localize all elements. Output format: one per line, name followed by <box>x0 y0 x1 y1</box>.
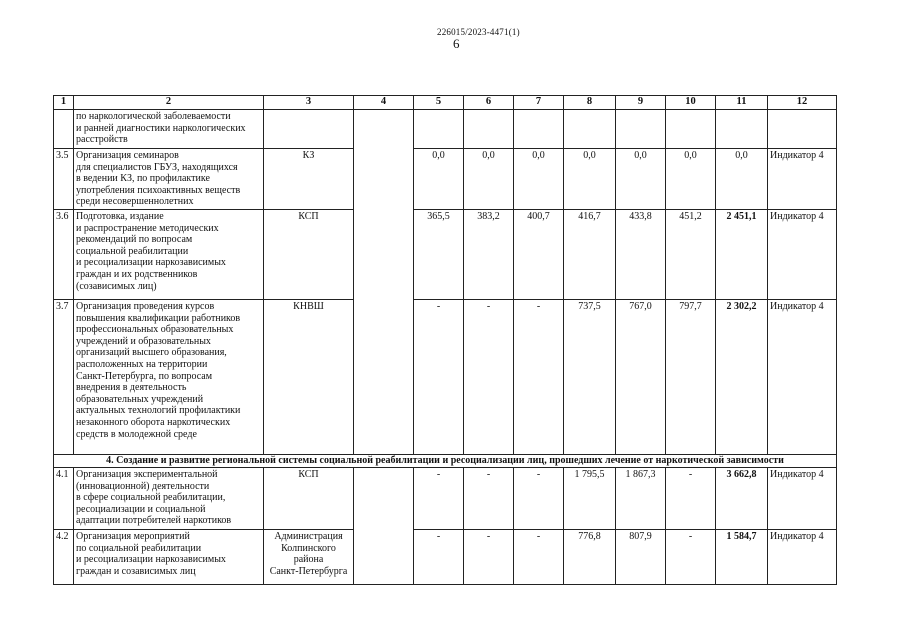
value-cell: 737,5 <box>564 299 616 454</box>
indicator-cell: Индикатор 4 <box>768 529 837 584</box>
value-cell: 0,0 <box>564 149 616 210</box>
col-header: 9 <box>616 96 666 110</box>
value-cell: 433,8 <box>616 209 666 299</box>
value-cell: - <box>464 299 514 454</box>
value-cell: 0,0 <box>514 149 564 210</box>
table-row <box>54 299 837 454</box>
executor: КНВШ <box>264 299 354 454</box>
activity-text: Подготовка, издание и распространение методических рекомендаций по вопросам социальной реабилитации и ресоциализации наркозависимых граждан и их родственников (созависимых лиц) <box>74 209 264 299</box>
section-heading: 4. Создание и развитие региональной системы социальной реабилитации и ресоциализации лиц, прошедших лечение от наркотической зависимости <box>54 454 837 467</box>
value-cell: 1 795,5 <box>564 467 616 529</box>
total-cell: 1 584,7 <box>716 529 768 584</box>
col-header: 1 <box>54 96 74 110</box>
col-header: 8 <box>564 96 616 110</box>
activity-text: Организация семинаров для специалистов ГБУЗ, находящихся в ведении КЗ, по профилактике употребления психоактивных веществ среди несовершеннолетних <box>74 149 264 210</box>
activity-text: по наркологической заболеваемости и ранней диагностики наркологических расстройств <box>74 110 264 149</box>
activity-text: Организация экспериментальной (инновационной) деятельности в сфере социальной реабилитации, ресоциализации и социальной адаптации потребителей наркотиков <box>74 467 264 529</box>
value-cell: 0,0 <box>616 149 666 210</box>
value-cell: 1 867,3 <box>616 467 666 529</box>
empty-column-4 <box>354 110 414 455</box>
table-row <box>54 529 837 584</box>
col-header: 12 <box>768 96 837 110</box>
empty-column-4 <box>354 467 414 584</box>
program-table <box>53 95 837 585</box>
row-number: 3.5 <box>54 149 74 210</box>
executor: КСП <box>264 209 354 299</box>
col-header: 6 <box>464 96 514 110</box>
value-cell: 365,5 <box>414 209 464 299</box>
row-number: 4.2 <box>54 529 74 584</box>
value-cell: 807,9 <box>616 529 666 584</box>
col-header: 11 <box>716 96 768 110</box>
activity-text: Организация мероприятий по социальной реабилитации и ресоциализации наркозависимых граждан и созависимых лиц <box>74 529 264 584</box>
value-cell: - <box>666 467 716 529</box>
section-heading-row <box>54 454 837 467</box>
indicator-cell: Индикатор 4 <box>768 299 837 454</box>
value-cell: - <box>414 467 464 529</box>
document-registration-stamp: 226015/2023-4471(1) <box>437 27 520 37</box>
row-number: 3.6 <box>54 209 74 299</box>
row-number: 3.7 <box>54 299 74 454</box>
value-cell: - <box>464 467 514 529</box>
col-header: 5 <box>414 96 464 110</box>
executor: КЗ <box>264 149 354 210</box>
table-row <box>54 467 837 529</box>
executor: КСП <box>264 467 354 529</box>
total-cell: 2 451,1 <box>716 209 768 299</box>
indicator-cell: Индикатор 4 <box>768 209 837 299</box>
col-header: 7 <box>514 96 564 110</box>
executor: Администрация Колпинского района Санкт-Петербурга <box>264 529 354 584</box>
activity-text: Организация проведения курсов повышения квалификации работников профессиональных образовательных учреждений и образовательных организаций высшего образования, расположенных на территории Санкт-Петербурга, по вопросам внедрения в деятельность образовательных учреждений актуальных технологий профилактики незаконного оборота наркотических средств в молодежной среде <box>74 299 264 454</box>
column-number-row <box>54 96 837 110</box>
row-number: 4.1 <box>54 467 74 529</box>
col-header: 4 <box>354 96 414 110</box>
indicator-cell: Индикатор 4 <box>768 149 837 210</box>
value-cell: 0,0 <box>666 149 716 210</box>
value-cell: - <box>514 529 564 584</box>
value-cell: 400,7 <box>514 209 564 299</box>
table-row <box>54 209 837 299</box>
indicator-cell: Индикатор 4 <box>768 467 837 529</box>
value-cell: 416,7 <box>564 209 616 299</box>
col-header: 3 <box>264 96 354 110</box>
value-cell: - <box>666 529 716 584</box>
value-cell: 767,0 <box>616 299 666 454</box>
value-cell: 451,2 <box>666 209 716 299</box>
value-cell: 776,8 <box>564 529 616 584</box>
table-row-continuation <box>54 110 837 149</box>
value-cell: 797,7 <box>666 299 716 454</box>
page-number: 6 <box>453 36 460 51</box>
total-cell: 0,0 <box>716 149 768 210</box>
value-cell: - <box>464 529 514 584</box>
col-header: 2 <box>74 96 264 110</box>
value-cell: - <box>414 299 464 454</box>
value-cell: - <box>414 529 464 584</box>
col-header: 10 <box>666 96 716 110</box>
table-row <box>54 149 837 210</box>
value-cell: 0,0 <box>464 149 514 210</box>
value-cell: - <box>514 299 564 454</box>
value-cell: 0,0 <box>414 149 464 210</box>
total-cell: 2 302,2 <box>716 299 768 454</box>
value-cell: 383,2 <box>464 209 514 299</box>
total-cell: 3 662,8 <box>716 467 768 529</box>
value-cell: - <box>514 467 564 529</box>
